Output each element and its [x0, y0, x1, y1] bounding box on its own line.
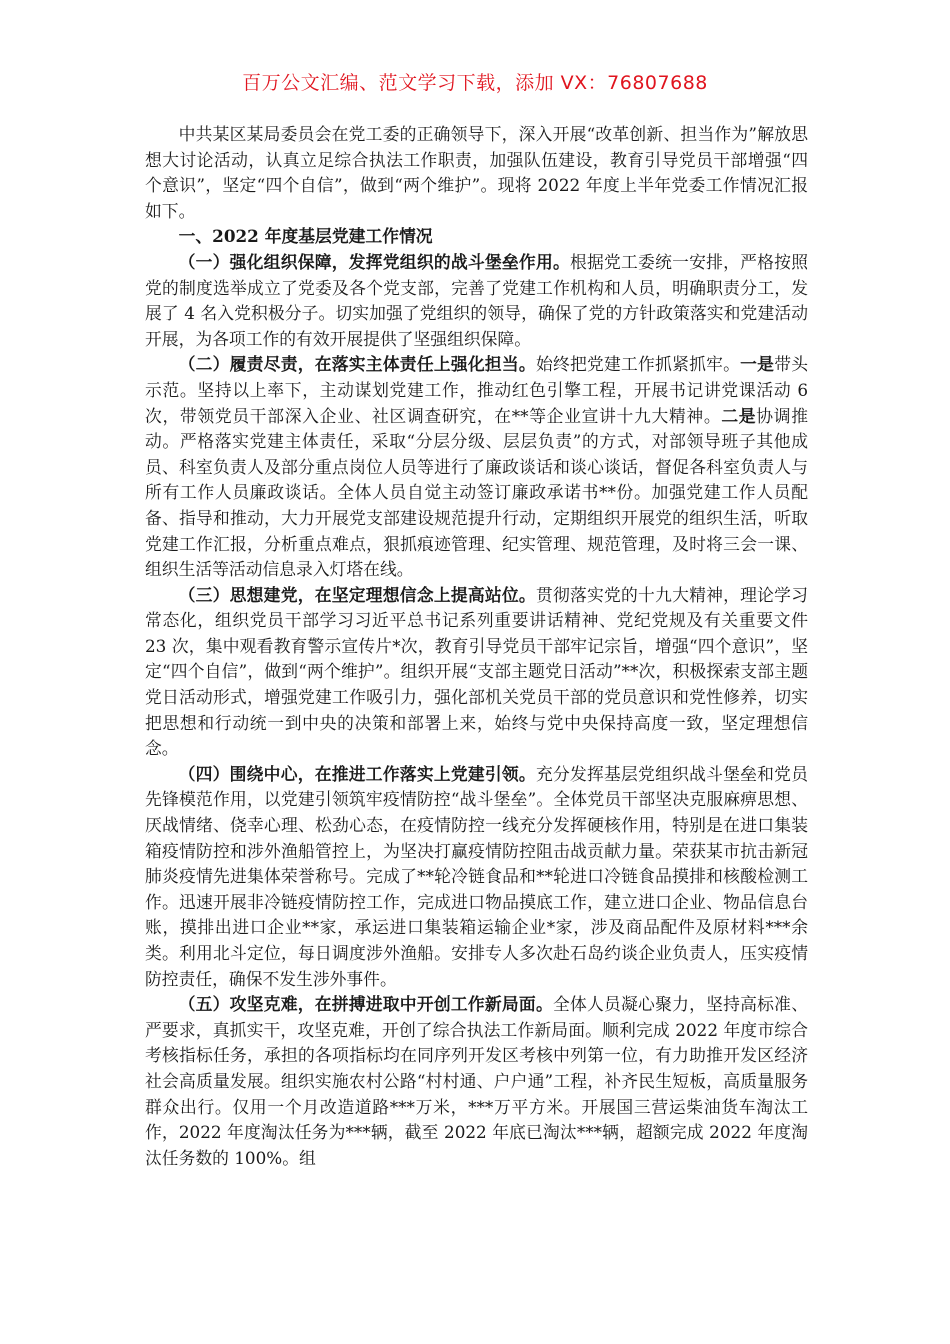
paragraph-3-body: 贯彻落实党的十九大精神，理论学习常态化，组织党员干部学习习近平总书记系列重要讲话精神、党纪党规及有关重要文件 23 次，集中观看教育警示宣传片*次，教育引导党员干部牢记宗旨，增强“四个意识”，坚定“四个自信”，做到“两个维护”。组织开展“支部主题党日活动”**次，积极探索支部主题党日活动形式，增强党建工作吸引力，强化部机关党员干部的党员意识和党性修养，切实把思想和行动统一到中央的决策和部署上来，始终与党中央保持高度一致，坚定理想信念。 [145, 584, 808, 759]
paragraph-3 [145, 583, 808, 762]
paragraph-2-lead: （二）履责尽责，在落实主体责任上强化担当。 [178, 354, 536, 375]
intro-paragraph: 中共某区某局委员会在党工委的正确领导下，深入开展“改革创新、担当作为”解放思想大讨论活动，认真立足综合执法工作职责，加强队伍建设，教育引导党员干部增强“四个意识”，坚定“四个自信”，做到“两个维护”。现将 2022 年度上半年党委工作情况汇报如下。 [145, 124, 808, 221]
paragraph-2-body-b: 带头示范。坚持以上率下，主动谋划党建工作，推动红色引擎工程，开展书记讲党课活动 6 次，带领党员干部深入企业、社区调查研究，在**等企业宣讲十九大精神。 [145, 354, 808, 426]
paragraph-5 [145, 992, 808, 1171]
paragraph-2-mark-1: 一是 [740, 354, 775, 375]
paragraph-2 [145, 352, 808, 582]
paragraph-2-body-c: 协调推动。严格落实党建主体责任，采取“分层分级、层层负责”的方式，对部领导班子其他成员、科室负责人及部分重点岗位人员等进行了廉政谈话和谈心谈话，督促各科室负责人与所有工作人员廉政谈话。全体人员自觉主动签订廉政承诺书**份。加强党建工作人员配备、指导和推动，大力开展党支部建设规范提升行动，定期组织开展党的组织生活，听取党建工作汇报，分析重点难点，狠抓痕迹管理、纪实管理、规范管理，及时将三会一课、组织生活等活动信息录入灯塔在线。 [145, 405, 808, 580]
paragraph-2-body-a: 始终把党建工作抓紧抓牢。 [535, 354, 741, 375]
paragraph-2-mark-2: 二是 [721, 405, 757, 426]
paragraph-4-body: 充分发挥基层党组织战斗堡垒和党员先锋模范作用，以党建引领筑牢疫情防控“战斗堡垒”。全体党员干部坚决克服麻痹思想、厌战情绪、侥幸心理、松劲心态，在疫情防控一线充分发挥硬核作用，特别是在进口集装箱疫情防控和涉外渔船管控上，为坚决打赢疫情防控阻击战贡献力量。荣获某市抗击新冠肺炎疫情先进集体荣誉称号。完成了**轮冷链食品和**轮进口冷链食品摸排和核酸检测工作。迅速开展非冷链疫情防控工作，完成进口物品摸底工作，建立进口企业、物品信息台账，摸排出进口企业**家，承运进口集装箱运输企业*家，涉及商品配件及原材料***余类。利用北斗定位，每日调度涉外渔船。安排专人多次赴石岛约谈企业负责人，压实疫情防控责任，确保不发生涉外事件。 [145, 763, 808, 989]
paragraph-3-lead: （三）思想建党，在坚定理想信念上提高站位。 [178, 584, 536, 605]
page-header-banner: 百万公文汇编、范文学习下载，添加 VX：76807688 [242, 72, 708, 94]
paragraph-1 [145, 250, 808, 352]
paragraph-1-body: 根据党工委统一安排，严格按照党的制度选举成立了党委及各个党支部，完善了党建工作机构和人员，明确职责分工，发展了 4 名入党积极分子。切实加强了党组织的领导，确保了党的方针政策落实和党建活动开展，为各项工作的有效开展提供了坚强组织保障。 [145, 251, 808, 349]
paragraph-5-body: 全体人员凝心聚力，坚持高标准、严要求，真抓实干，攻坚克难，开创了综合执法工作新局面。顺利完成 2022 年度市综合考核指标任务，承担的各项指标均在同序列开发区考核中列第一位，有力助推开发区经济社会高质量发展。组织实施农村公路“村村通、户户通”工程，补齐民生短板，高质量服务群众出行。仅用一个月改造道路***万米，***万平方米。开展国三营运柴油货车淘汰工作，2022 年度淘汰任务为***辆，截至 2022 年底已淘汰***辆，超额完成 2022 年度淘汰任务数的 100%。组 [145, 994, 808, 1168]
paragraph-4-lead: （四）围绕中心，在推进工作落实上党建引领。 [178, 763, 536, 784]
paragraph-5-lead: （五）攻坚克难，在拼搏进取中开创工作新局面。 [178, 994, 553, 1015]
section-heading: 一、2022 年度基层党建工作情况 [178, 226, 433, 247]
paragraph-1-lead: （一）强化组织保障，发挥党组织的战斗堡垒作用。 [178, 251, 570, 272]
document-body [145, 122, 808, 1171]
paragraph-4 [145, 762, 808, 992]
